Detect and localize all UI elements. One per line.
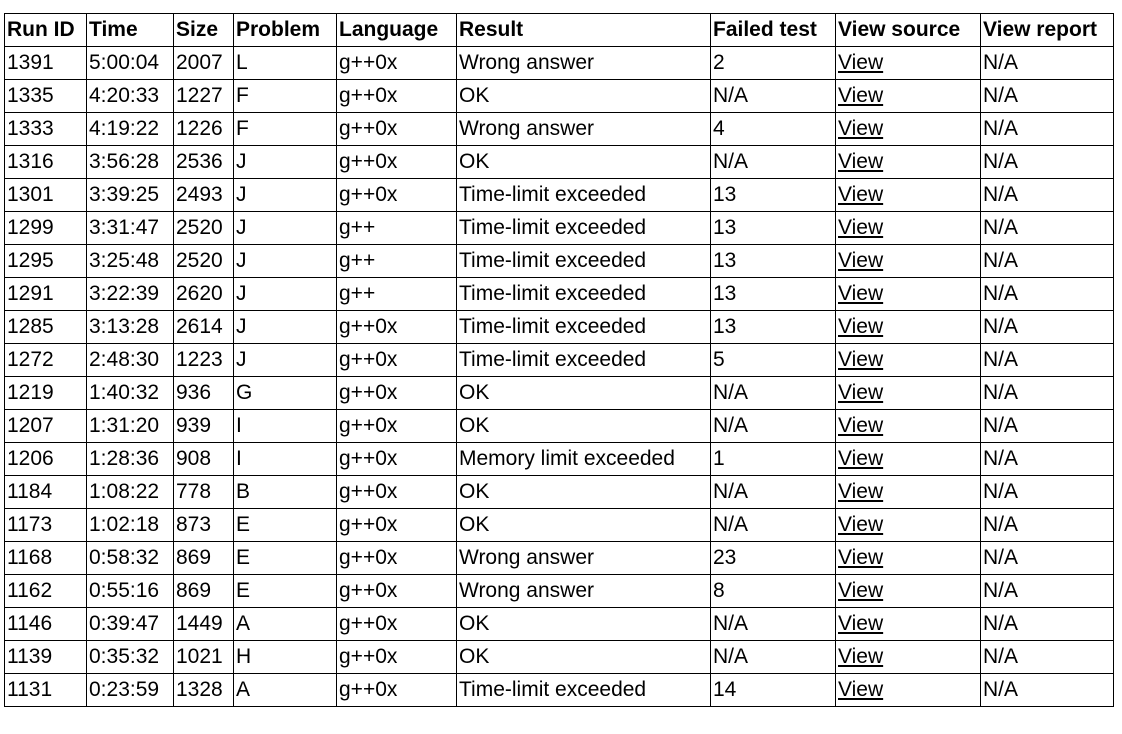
header-row	[5, 14, 1114, 47]
cell-language: g++0x	[337, 113, 457, 146]
cell-time: 3:25:48	[87, 245, 174, 278]
table-row	[5, 80, 1114, 113]
cell-failed-test: 5	[711, 344, 836, 377]
cell-problem: J	[234, 311, 337, 344]
cell-failed-test: 1	[711, 443, 836, 476]
cell-problem: F	[234, 113, 337, 146]
cell-time: 2:48:30	[87, 344, 174, 377]
cell-view-report: N/A	[981, 146, 1114, 179]
cell-run-id: 1206	[5, 443, 87, 476]
cell-view-report: N/A	[981, 80, 1114, 113]
cell-run-id: 1285	[5, 311, 87, 344]
cell-failed-test: 13	[711, 278, 836, 311]
header-view-source: View source	[836, 14, 981, 47]
cell-size: 778	[174, 476, 234, 509]
cell-size: 2520	[174, 245, 234, 278]
cell-problem: E	[234, 542, 337, 575]
view-source-link[interactable]: View	[838, 84, 884, 107]
view-source-link[interactable]: View	[838, 117, 884, 140]
cell-view-source	[836, 476, 981, 509]
view-source-link[interactable]: View	[838, 645, 884, 668]
header-problem: Problem	[234, 14, 337, 47]
cell-problem: J	[234, 146, 337, 179]
table-row	[5, 674, 1114, 707]
cell-time: 3:22:39	[87, 278, 174, 311]
cell-language: g++0x	[337, 575, 457, 608]
cell-result: Time-limit exceeded	[457, 179, 711, 212]
cell-result: OK	[457, 80, 711, 113]
cell-time: 1:02:18	[87, 509, 174, 542]
view-source-link[interactable]: View	[838, 513, 884, 536]
cell-result: OK	[457, 377, 711, 410]
cell-failed-test: 8	[711, 575, 836, 608]
cell-problem: G	[234, 377, 337, 410]
cell-run-id: 1316	[5, 146, 87, 179]
cell-problem: J	[234, 179, 337, 212]
cell-language: g++0x	[337, 476, 457, 509]
cell-view-source	[836, 509, 981, 542]
cell-language: g++0x	[337, 509, 457, 542]
cell-view-source	[836, 377, 981, 410]
cell-problem: I	[234, 443, 337, 476]
cell-view-report: N/A	[981, 575, 1114, 608]
cell-view-report: N/A	[981, 311, 1114, 344]
cell-view-source	[836, 278, 981, 311]
cell-size: 2620	[174, 278, 234, 311]
cell-time: 4:19:22	[87, 113, 174, 146]
table-row	[5, 575, 1114, 608]
cell-size: 1223	[174, 344, 234, 377]
cell-view-report: N/A	[981, 113, 1114, 146]
cell-language: g++	[337, 278, 457, 311]
cell-failed-test: N/A	[711, 377, 836, 410]
cell-run-id: 1333	[5, 113, 87, 146]
cell-language: g++0x	[337, 344, 457, 377]
table-row	[5, 443, 1114, 476]
cell-language: g++0x	[337, 179, 457, 212]
cell-problem: A	[234, 674, 337, 707]
cell-failed-test: 14	[711, 674, 836, 707]
cell-language: g++0x	[337, 641, 457, 674]
cell-size: 908	[174, 443, 234, 476]
cell-result: Time-limit exceeded	[457, 344, 711, 377]
view-source-link[interactable]: View	[838, 447, 884, 470]
cell-failed-test: N/A	[711, 641, 836, 674]
cell-language: g++0x	[337, 80, 457, 113]
cell-result: Time-limit exceeded	[457, 245, 711, 278]
cell-run-id: 1295	[5, 245, 87, 278]
view-source-link[interactable]: View	[838, 183, 884, 206]
view-source-link[interactable]: View	[838, 414, 884, 437]
cell-run-id: 1335	[5, 80, 87, 113]
cell-problem: J	[234, 344, 337, 377]
cell-problem: J	[234, 278, 337, 311]
header-language: Language	[337, 14, 457, 47]
cell-time: 3:39:25	[87, 179, 174, 212]
cell-view-report: N/A	[981, 608, 1114, 641]
cell-language: g++0x	[337, 443, 457, 476]
header-view-report: View report	[981, 14, 1114, 47]
cell-run-id: 1139	[5, 641, 87, 674]
cell-run-id: 1301	[5, 179, 87, 212]
cell-language: g++	[337, 212, 457, 245]
cell-language: g++0x	[337, 47, 457, 80]
cell-view-source	[836, 245, 981, 278]
cell-language: g++0x	[337, 542, 457, 575]
cell-language: g++0x	[337, 311, 457, 344]
cell-failed-test: N/A	[711, 476, 836, 509]
cell-view-report: N/A	[981, 542, 1114, 575]
table-row	[5, 476, 1114, 509]
table-row	[5, 509, 1114, 542]
table-row	[5, 377, 1114, 410]
cell-problem: I	[234, 410, 337, 443]
cell-run-id: 1168	[5, 542, 87, 575]
cell-view-source	[836, 179, 981, 212]
table-row	[5, 344, 1114, 377]
view-source-link[interactable]: View	[838, 51, 884, 74]
cell-failed-test: N/A	[711, 509, 836, 542]
cell-size: 2007	[174, 47, 234, 80]
cell-view-report: N/A	[981, 377, 1114, 410]
cell-run-id: 1291	[5, 278, 87, 311]
cell-view-source	[836, 344, 981, 377]
cell-size: 2536	[174, 146, 234, 179]
cell-run-id: 1207	[5, 410, 87, 443]
cell-run-id: 1173	[5, 509, 87, 542]
cell-time: 1:28:36	[87, 443, 174, 476]
cell-language: g++	[337, 245, 457, 278]
cell-size: 873	[174, 509, 234, 542]
cell-run-id: 1184	[5, 476, 87, 509]
cell-view-source	[836, 146, 981, 179]
header-run-id: Run ID	[5, 14, 87, 47]
cell-size: 2520	[174, 212, 234, 245]
table-row	[5, 641, 1114, 674]
cell-failed-test: 2	[711, 47, 836, 80]
cell-view-source	[836, 311, 981, 344]
cell-failed-test: 13	[711, 311, 836, 344]
cell-size: 2614	[174, 311, 234, 344]
cell-problem: F	[234, 80, 337, 113]
cell-result: Memory limit exceeded	[457, 443, 711, 476]
cell-time: 1:08:22	[87, 476, 174, 509]
cell-time: 4:20:33	[87, 80, 174, 113]
cell-problem: A	[234, 608, 337, 641]
cell-problem: J	[234, 212, 337, 245]
cell-result: Time-limit exceeded	[457, 278, 711, 311]
table-row	[5, 278, 1114, 311]
cell-problem: E	[234, 509, 337, 542]
cell-result: Wrong answer	[457, 113, 711, 146]
table-row	[5, 608, 1114, 641]
cell-view-source	[836, 443, 981, 476]
table-row	[5, 146, 1114, 179]
view-source-link[interactable]: View	[838, 579, 884, 602]
cell-language: g++0x	[337, 608, 457, 641]
cell-time: 0:35:32	[87, 641, 174, 674]
cell-result: OK	[457, 476, 711, 509]
cell-problem: E	[234, 575, 337, 608]
cell-size: 936	[174, 377, 234, 410]
cell-problem: J	[234, 245, 337, 278]
cell-run-id: 1272	[5, 344, 87, 377]
cell-size: 869	[174, 575, 234, 608]
cell-result: Wrong answer	[457, 575, 711, 608]
cell-time: 3:31:47	[87, 212, 174, 245]
table-row	[5, 47, 1114, 80]
cell-view-source	[836, 410, 981, 443]
table-header	[5, 14, 1114, 47]
view-source-link[interactable]: View	[838, 381, 884, 404]
header-result: Result	[457, 14, 711, 47]
table-row	[5, 311, 1114, 344]
table-row	[5, 410, 1114, 443]
table-row	[5, 212, 1114, 245]
cell-view-report: N/A	[981, 344, 1114, 377]
cell-time: 3:56:28	[87, 146, 174, 179]
cell-view-report: N/A	[981, 245, 1114, 278]
cell-failed-test: N/A	[711, 146, 836, 179]
cell-failed-test: N/A	[711, 410, 836, 443]
cell-run-id: 1162	[5, 575, 87, 608]
table-body	[5, 47, 1114, 707]
cell-size: 1328	[174, 674, 234, 707]
cell-result: OK	[457, 146, 711, 179]
cell-problem: B	[234, 476, 337, 509]
cell-failed-test: N/A	[711, 608, 836, 641]
cell-view-report: N/A	[981, 476, 1114, 509]
cell-result: Time-limit exceeded	[457, 674, 711, 707]
cell-view-report: N/A	[981, 674, 1114, 707]
cell-time: 0:58:32	[87, 542, 174, 575]
cell-view-source	[836, 113, 981, 146]
cell-failed-test: 4	[711, 113, 836, 146]
table-row	[5, 245, 1114, 278]
cell-view-source	[836, 80, 981, 113]
cell-size: 869	[174, 542, 234, 575]
table-row	[5, 113, 1114, 146]
cell-view-report: N/A	[981, 278, 1114, 311]
cell-view-source	[836, 641, 981, 674]
view-source-link[interactable]: View	[838, 249, 884, 272]
runs-table	[4, 13, 1114, 707]
cell-run-id: 1391	[5, 47, 87, 80]
header-size: Size	[174, 14, 234, 47]
cell-time: 5:00:04	[87, 47, 174, 80]
cell-failed-test: 13	[711, 212, 836, 245]
cell-result: OK	[457, 608, 711, 641]
view-source-link[interactable]: View	[838, 612, 884, 635]
cell-result: OK	[457, 641, 711, 674]
view-source-link[interactable]: View	[838, 480, 884, 503]
view-source-link[interactable]: View	[838, 150, 884, 173]
cell-view-report: N/A	[981, 443, 1114, 476]
cell-time: 3:13:28	[87, 311, 174, 344]
cell-view-source	[836, 47, 981, 80]
cell-view-source	[836, 212, 981, 245]
cell-view-report: N/A	[981, 410, 1114, 443]
cell-time: 1:40:32	[87, 377, 174, 410]
cell-size: 1227	[174, 80, 234, 113]
view-source-link[interactable]: View	[838, 315, 884, 338]
cell-view-report: N/A	[981, 641, 1114, 674]
cell-failed-test: N/A	[711, 80, 836, 113]
cell-time: 0:55:16	[87, 575, 174, 608]
cell-result: Time-limit exceeded	[457, 212, 711, 245]
table-row	[5, 179, 1114, 212]
view-source-link[interactable]: View	[838, 216, 884, 239]
cell-language: g++0x	[337, 146, 457, 179]
cell-time: 0:39:47	[87, 608, 174, 641]
cell-language: g++0x	[337, 674, 457, 707]
cell-run-id: 1131	[5, 674, 87, 707]
cell-result: Wrong answer	[457, 542, 711, 575]
cell-view-source	[836, 674, 981, 707]
view-source-link[interactable]: View	[838, 546, 884, 569]
cell-view-source	[836, 542, 981, 575]
cell-failed-test: 23	[711, 542, 836, 575]
cell-view-source	[836, 608, 981, 641]
cell-failed-test: 13	[711, 179, 836, 212]
cell-size: 1021	[174, 641, 234, 674]
cell-view-report: N/A	[981, 212, 1114, 245]
view-source-link[interactable]: View	[838, 678, 884, 701]
cell-size: 1449	[174, 608, 234, 641]
cell-problem: H	[234, 641, 337, 674]
cell-result: Wrong answer	[457, 47, 711, 80]
cell-language: g++0x	[337, 377, 457, 410]
cell-time: 1:31:20	[87, 410, 174, 443]
cell-view-report: N/A	[981, 179, 1114, 212]
cell-size: 2493	[174, 179, 234, 212]
cell-language: g++0x	[337, 410, 457, 443]
cell-result: OK	[457, 509, 711, 542]
cell-run-id: 1219	[5, 377, 87, 410]
cell-size: 939	[174, 410, 234, 443]
table-row	[5, 542, 1114, 575]
cell-view-report: N/A	[981, 509, 1114, 542]
header-failed-test: Failed test	[711, 14, 836, 47]
cell-result: Time-limit exceeded	[457, 311, 711, 344]
cell-view-source	[836, 575, 981, 608]
view-source-link[interactable]: View	[838, 282, 884, 305]
cell-problem: L	[234, 47, 337, 80]
header-time: Time	[87, 14, 174, 47]
cell-view-report: N/A	[981, 47, 1114, 80]
cell-run-id: 1146	[5, 608, 87, 641]
cell-result: OK	[457, 410, 711, 443]
cell-size: 1226	[174, 113, 234, 146]
cell-failed-test: 13	[711, 245, 836, 278]
cell-run-id: 1299	[5, 212, 87, 245]
view-source-link[interactable]: View	[838, 348, 884, 371]
cell-time: 0:23:59	[87, 674, 174, 707]
